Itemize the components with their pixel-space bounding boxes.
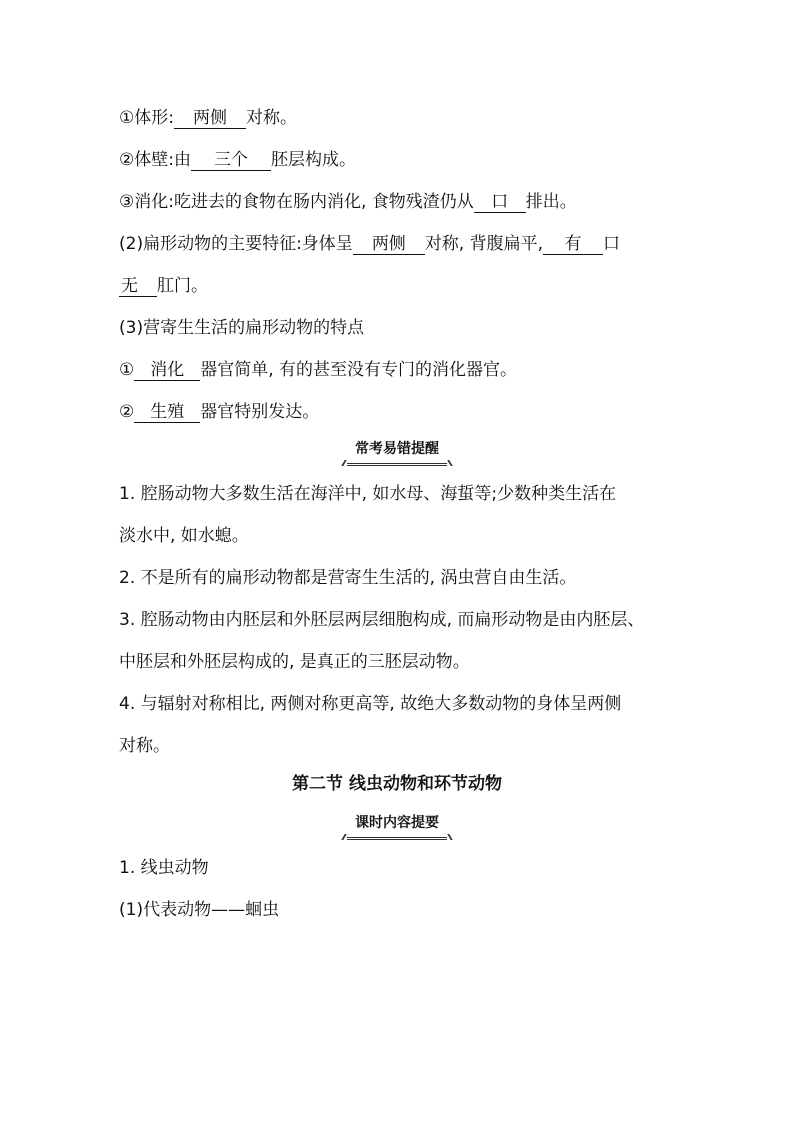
section-title: 第二节 线虫动物和环节动物	[292, 774, 502, 794]
answer-blank: 消化	[134, 360, 200, 381]
line-flatworm-features: (2)扁形动物的主要特征:身体呈 两侧 对称, 背腹扁平, 有 口	[119, 234, 621, 254]
content-line: 1. 线虫动物	[119, 858, 209, 878]
heading-summary: 课时内容提要	[347, 813, 447, 840]
content-line: (1)代表动物——蛔虫	[119, 900, 280, 920]
tip-line: 对称。	[119, 736, 170, 756]
line-digestion: ③消化:吃进去的食物在肠内消化, 食物残渣仍从 口 排出。	[119, 192, 577, 212]
answer-blank: 生殖	[134, 402, 200, 423]
tip-line: 淡水中, 如水螅。	[119, 526, 249, 546]
tip-line: 2. 不是所有的扁形动物都是营寄生生活的, 涡虫营自由生活。	[119, 568, 577, 588]
line-body-shape: ①体形: 两侧 对称。	[119, 108, 297, 128]
answer-blank: 有	[543, 234, 603, 255]
line-flatworm-anus: 无 肛门。	[121, 276, 208, 296]
heading-tips-container	[0, 438, 794, 466]
line-parasite-digestive: ① 消化 器官简单, 有的甚至没有专门的消化器官。	[119, 360, 518, 380]
answer-blank: 无	[119, 276, 157, 297]
answer-blank: 三个	[191, 150, 271, 171]
answer-blank: 两侧	[174, 108, 246, 129]
line-body-wall: ②体壁:由 三个 胚层构成。	[119, 150, 356, 170]
line-parasite-title: (3)营寄生生活的扁形动物的特点	[119, 318, 365, 338]
heading-tips: 常考易错提醒	[347, 439, 447, 466]
tip-line: 中胚层和外胚层构成的, 是真正的三胚层动物。	[119, 652, 470, 672]
tip-line: 4. 与辐射对称相比, 两侧对称更高等, 故绝大多数动物的身体呈两侧	[119, 694, 622, 714]
tip-line: 1. 腔肠动物大多数生活在海洋中, 如水母、海蜇等;少数种类生活在	[119, 484, 617, 504]
heading-summary-container	[0, 812, 794, 840]
tip-line: 3. 腔肠动物由内胚层和外胚层两层细胞构成, 而扁形动物是由内胚层、	[119, 610, 645, 630]
answer-blank: 两侧	[353, 234, 425, 255]
answer-blank: 口	[474, 192, 526, 213]
line-parasite-reproductive: ② 生殖 器官特别发达。	[119, 402, 320, 422]
